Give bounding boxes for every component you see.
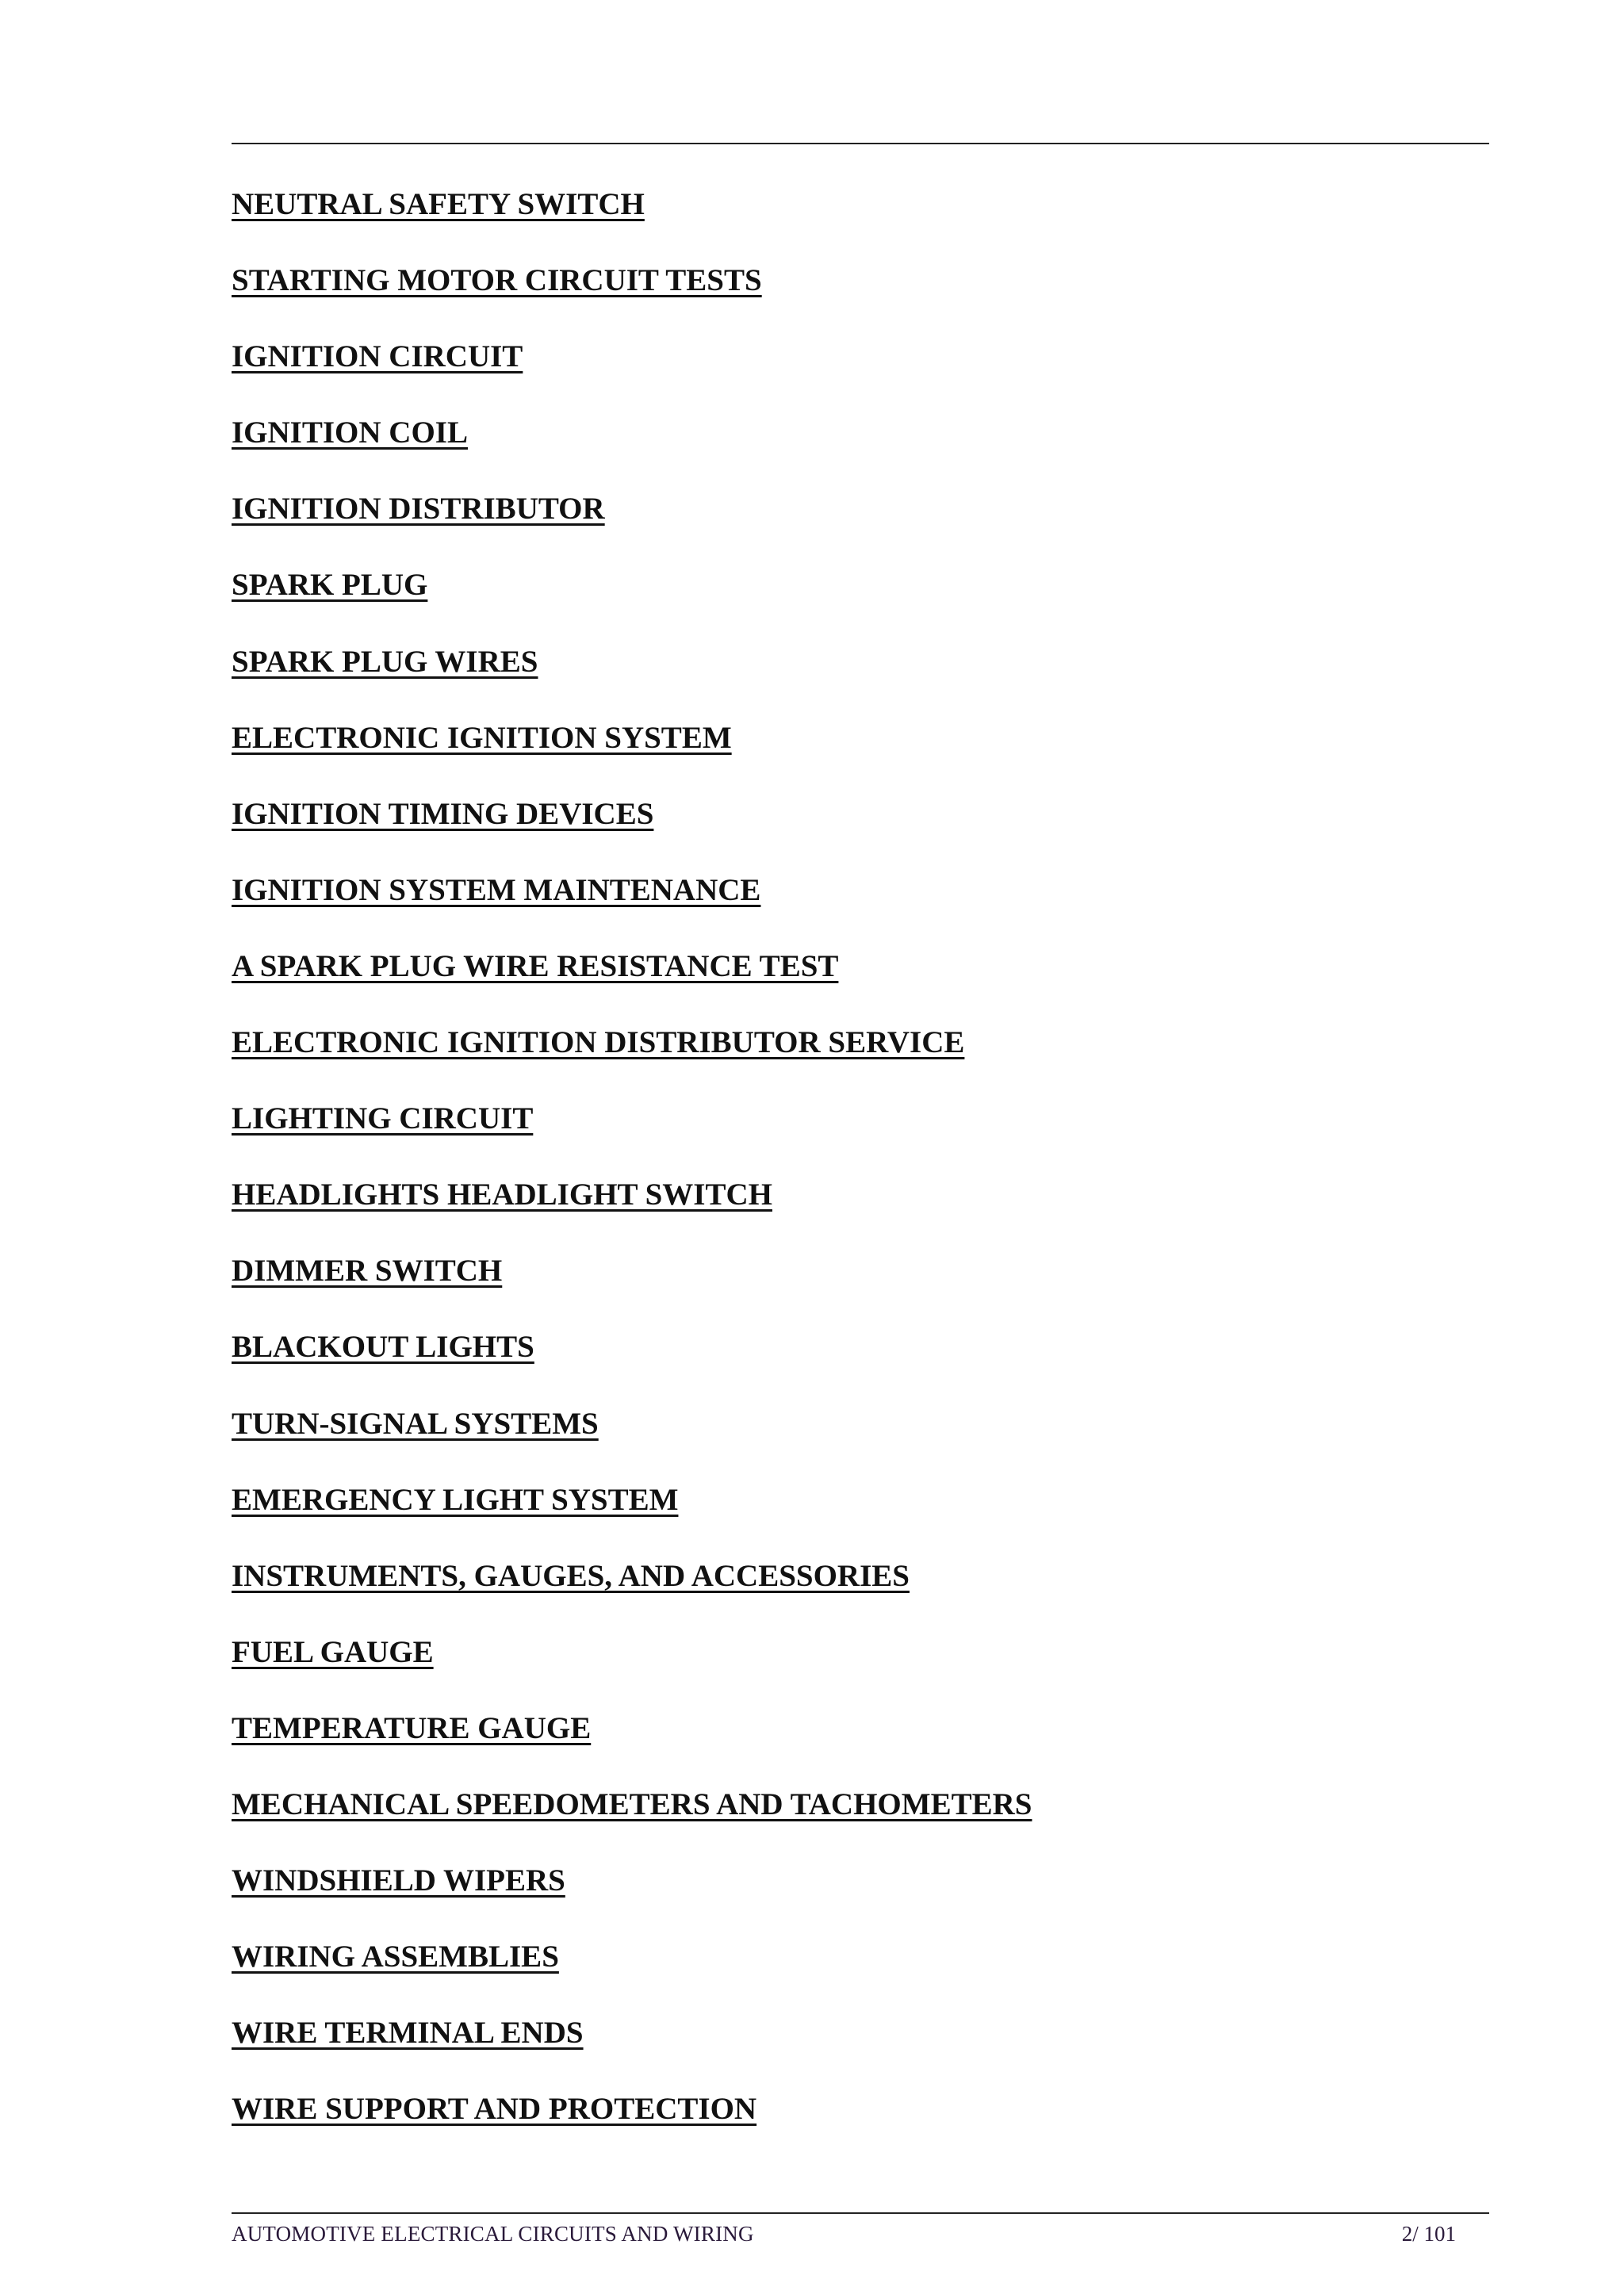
toc-link-electronic-ignition-distributor-service[interactable]: ELECTRONIC IGNITION DISTRIBUTOR SERVICE — [232, 1025, 965, 1060]
toc-link-mechanical-speedometers-tachometers[interactable]: MECHANICAL SPEEDOMETERS AND TACHOMETERS — [232, 1787, 1032, 1821]
toc-link-wire-terminal-ends[interactable]: WIRE TERMINAL ENDS — [232, 2016, 584, 2051]
toc-link-ignition-coil[interactable]: IGNITION COIL — [232, 416, 468, 450]
toc-item — [232, 1250, 1032, 1327]
toc-link-windshield-wipers[interactable]: WINDSHIELD WIPERS — [232, 1863, 565, 1898]
toc-link-lighting-circuit[interactable]: LIGHTING CIRCUIT — [232, 1101, 534, 1136]
toc-item — [232, 1098, 1032, 1174]
toc-link-starting-motor-circuit-tests[interactable]: STARTING MOTOR CIRCUIT TESTS — [232, 263, 762, 298]
footer-document-title: AUTOMOTIVE ELECTRICAL CIRCUITS AND WIRING — [232, 2222, 754, 2246]
toc-link-ignition-system-maintenance[interactable]: IGNITION SYSTEM MAINTENANCE — [232, 872, 761, 907]
toc-item — [232, 1022, 1032, 1098]
toc-link-electronic-ignition-system[interactable]: ELECTRONIC IGNITION SYSTEM — [232, 720, 732, 755]
toc-link-instruments-gauges-accessories[interactable]: INSTRUMENTS, GAUGES, AND ACCESSORIES — [232, 1558, 910, 1593]
toc-item — [232, 488, 1032, 565]
toc-item — [232, 1708, 1032, 1784]
toc-item — [232, 1936, 1032, 2013]
toc-link-fuel-gauge[interactable]: FUEL GAUGE — [232, 1634, 434, 1669]
toc-link-ignition-timing-devices[interactable]: IGNITION TIMING DEVICES — [232, 796, 654, 831]
toc-link-wiring-assemblies[interactable]: WIRING ASSEMBLIES — [232, 1940, 559, 1974]
toc-item — [232, 565, 1032, 641]
toc-item — [232, 946, 1032, 1022]
footer-page-number: 2/ 101 — [1401, 2222, 1456, 2246]
toc-item — [232, 260, 1032, 336]
toc-item — [232, 1632, 1032, 1708]
toc-item — [232, 794, 1032, 870]
toc-link-neutral-safety-switch[interactable]: NEUTRAL SAFETY SWITCH — [232, 187, 645, 221]
toc-link-turn-signal-systems[interactable]: TURN-SIGNAL SYSTEMS — [232, 1406, 599, 1441]
toc-link-spark-plug-wire-resistance-test[interactable]: A SPARK PLUG WIRE RESISTANCE TEST — [232, 948, 839, 983]
toc-link-temperature-gauge[interactable]: TEMPERATURE GAUGE — [232, 1710, 592, 1745]
toc-item — [232, 1327, 1032, 1403]
toc-link-spark-plug[interactable]: SPARK PLUG — [232, 568, 428, 603]
toc-link-headlights-headlight-switch[interactable]: HEADLIGHTS HEADLIGHT SWITCH — [232, 1178, 772, 1212]
toc-item — [232, 1404, 1032, 1480]
toc-item — [232, 1860, 1032, 1936]
toc-item — [232, 718, 1032, 794]
toc-item — [232, 2013, 1032, 2089]
toc-link-emergency-light-system[interactable]: EMERGENCY LIGHT SYSTEM — [232, 1482, 679, 1517]
toc-link-blackout-lights[interactable]: BLACKOUT LIGHTS — [232, 1330, 534, 1365]
header-rule — [232, 143, 1489, 144]
toc-item — [232, 1174, 1032, 1250]
toc-item — [232, 1480, 1032, 1556]
toc-item — [232, 641, 1032, 718]
toc-link-dimmer-switch[interactable]: DIMMER SWITCH — [232, 1254, 503, 1289]
toc-link-wire-support-protection[interactable]: WIRE SUPPORT AND PROTECTION — [232, 2092, 757, 2127]
toc-item — [232, 412, 1032, 488]
toc-link-ignition-circuit[interactable]: IGNITION CIRCUIT — [232, 339, 523, 374]
toc-link-spark-plug-wires[interactable]: SPARK PLUG WIRES — [232, 644, 538, 679]
table-of-contents — [232, 184, 1032, 2165]
toc-item — [232, 336, 1032, 412]
toc-item — [232, 870, 1032, 946]
footer-rule — [232, 2212, 1489, 2214]
toc-item — [232, 184, 1032, 260]
toc-item — [232, 1556, 1032, 1632]
toc-item — [232, 2089, 1032, 2165]
toc-item — [232, 1784, 1032, 1860]
toc-link-ignition-distributor[interactable]: IGNITION DISTRIBUTOR — [232, 492, 605, 527]
